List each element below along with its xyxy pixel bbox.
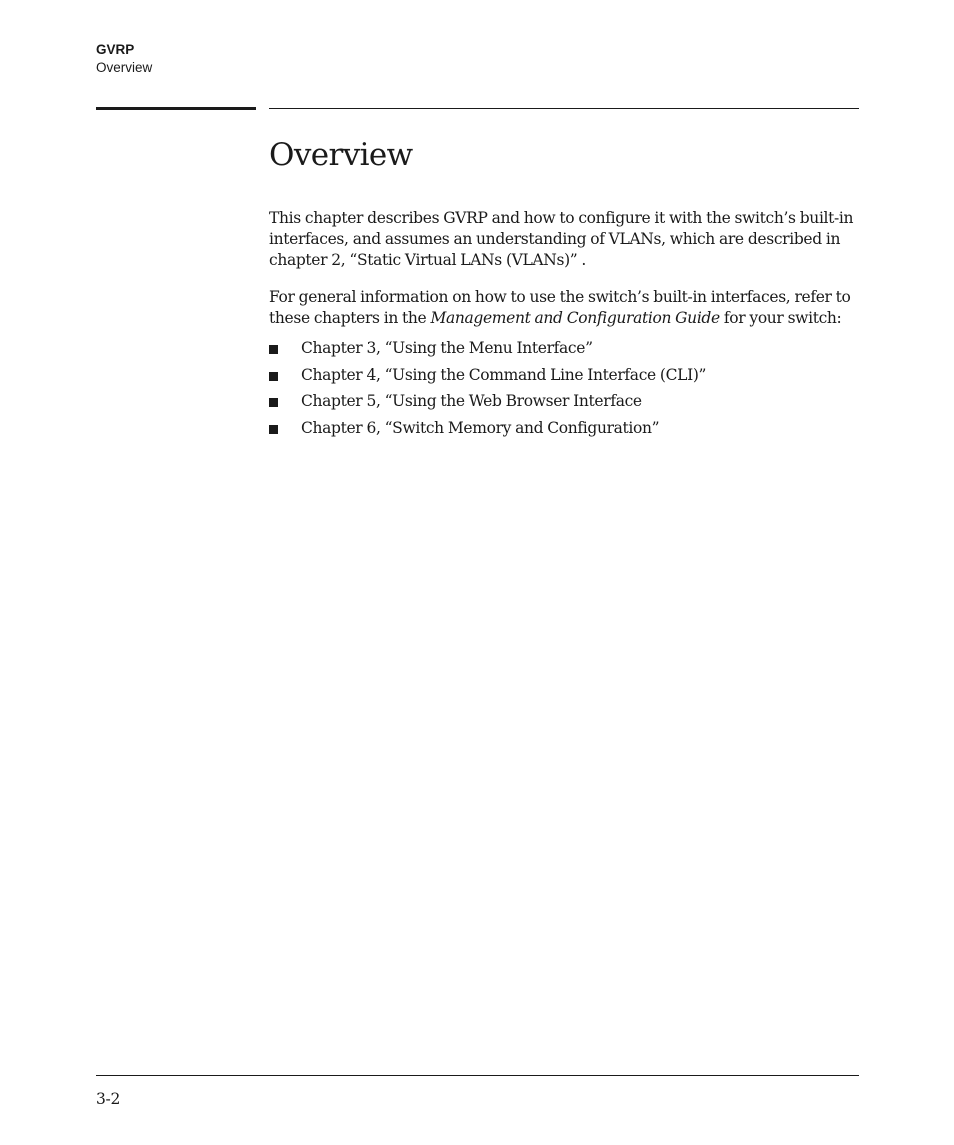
- reference-paragraph-after: for your switch:: [719, 309, 842, 327]
- header-rule-thick: [96, 107, 256, 110]
- reference-paragraph: [269, 287, 861, 329]
- reference-paragraph-before: For general information on how to use the switch’s built-in interfaces, refer to these chapters in the: [269, 288, 851, 327]
- intro-paragraph: This chapter describes GVRP and how to configure it with the switch’s built-in interfaces, and assumes an understanding of VLANs, which are described in chapter 2, “Static Virtual LANs (VLANs)” .: [269, 209, 854, 269]
- guide-title: Management and Configuration Guide: [430, 309, 720, 327]
- running-head: [96, 41, 152, 77]
- square-bullet-icon: [269, 425, 278, 434]
- main-content: [269, 135, 861, 441]
- square-bullet-icon: [269, 398, 278, 407]
- list-item: [269, 362, 861, 389]
- list-item-text: Chapter 3, “Using the Menu Interface”: [301, 339, 593, 357]
- running-head-section: Overview: [96, 60, 153, 75]
- header-rule-thin: [269, 108, 859, 109]
- chapter-list: [269, 335, 861, 441]
- list-item: [269, 335, 861, 362]
- list-item: [269, 388, 861, 415]
- list-item: [269, 415, 861, 442]
- square-bullet-icon: [269, 372, 278, 381]
- footer-rule: [96, 1075, 859, 1076]
- running-head-chapter: GVRP: [96, 42, 135, 57]
- list-item-text: Chapter 4, “Using the Command Line Interface (CLI)”: [301, 365, 707, 384]
- list-item-text: Chapter 5, “Using the Web Browser Interface: [301, 392, 642, 410]
- page-number: 3-2: [96, 1090, 121, 1108]
- page-title: Overview: [269, 137, 413, 173]
- square-bullet-icon: [269, 345, 278, 354]
- list-item-text: Chapter 6, “Switch Memory and Configuration”: [301, 418, 660, 437]
